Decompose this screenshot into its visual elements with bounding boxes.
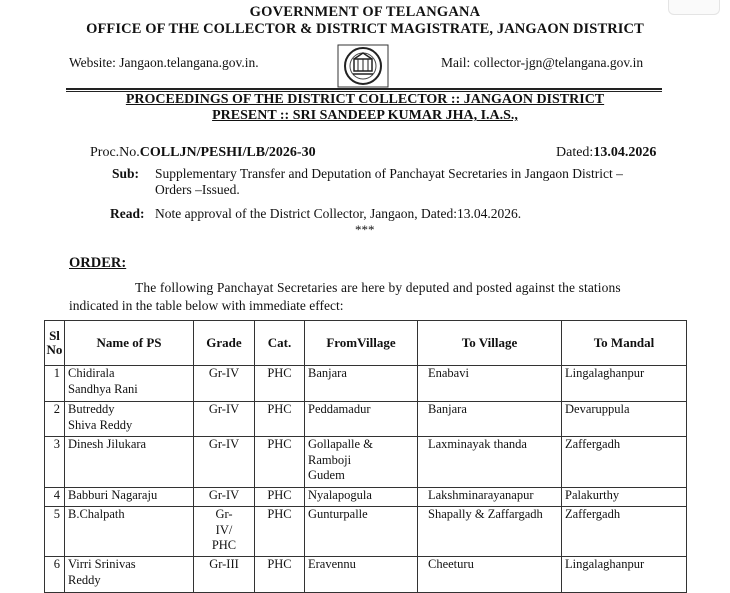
table-header-row	[45, 321, 687, 366]
cell-from-village: Eravennu	[305, 557, 418, 593]
col-header-name: Name of PS	[65, 321, 194, 366]
cell-name: Dinesh Jilukara	[65, 437, 194, 488]
header-divider-thick	[66, 88, 662, 90]
col-header-to-village: To Village	[418, 321, 562, 366]
cell-from-village: Peddamadur	[305, 402, 418, 437]
sub-text-line1: Supplementary Transfer and Deputation of Panchayat Secretaries in Jangaon District –	[155, 166, 623, 181]
separator-stars: ***	[355, 222, 375, 237]
cell-name: Butreddy Shiva Reddy	[65, 402, 194, 437]
proc-number-value: COLLJN/PESHI/LB/2026-30	[139, 145, 316, 160]
order-text-line1: The following Panchayat Secretaries are here by deputed and posted against the stations	[135, 280, 621, 295]
header-mail: Mail: collector-jgn@telangana.gov.in	[441, 55, 644, 70]
cell-sl: 1	[45, 366, 65, 402]
cell-to-mandal: Zaffergadh	[562, 437, 687, 488]
telangana-emblem	[337, 44, 389, 88]
cell-to-village: Laxminayak thanda	[418, 437, 562, 488]
read-text: Note approval of the District Collector, Jangaon, Dated:13.04.2026.	[155, 206, 522, 221]
col-header-from-village: FromVillage	[305, 321, 418, 366]
header-government: GOVERNMENT OF TELANGANA	[249, 4, 481, 20]
order-heading: ORDER:	[69, 255, 127, 271]
header-office: OFFICE OF THE COLLECTOR & DISTRICT MAGISTRATE, JANGAON DISTRICT	[86, 21, 644, 37]
cell-cat: PHC	[255, 402, 305, 437]
present-line: PRESENT :: SRI SANDEEP KUMAR JHA, I.A.S.,	[212, 108, 518, 123]
cell-to-village: Shapally & Zaffargadh	[418, 507, 562, 557]
col-header-grade: Grade	[194, 321, 255, 366]
read-label: Read:	[110, 206, 145, 221]
cell-from-village: Gunturpalle	[305, 507, 418, 557]
cell-cat: PHC	[255, 557, 305, 593]
cell-cat: PHC	[255, 366, 305, 402]
proc-date-label: Dated:	[556, 145, 594, 160]
cell-to-mandal: Devaruppula	[562, 402, 687, 437]
cell-name: Virri Srinivas Reddy	[65, 557, 194, 593]
cell-grade: Gr-IV	[194, 402, 255, 437]
proc-number-label: Proc.No.	[90, 145, 140, 160]
table-row	[45, 402, 687, 437]
table-row	[45, 557, 687, 593]
table-row	[45, 366, 687, 402]
cell-sl: 3	[45, 437, 65, 488]
proc-date-value: 13.04.2026	[593, 145, 657, 160]
cell-sl: 5	[45, 507, 65, 557]
proc-date	[556, 145, 656, 161]
cell-to-mandal: Lingalaghanpur	[562, 557, 687, 593]
cell-cat: PHC	[255, 488, 305, 507]
col-header-sl: Sl No	[45, 321, 65, 366]
cell-to-village: Enabavi	[418, 366, 562, 402]
cell-grade: Gr-III	[194, 557, 255, 593]
cell-to-village: Cheeturu	[418, 557, 562, 593]
cell-name: Chidirala Sandhya Rani	[65, 366, 194, 402]
col-header-cat: Cat.	[255, 321, 305, 366]
table-row	[45, 507, 687, 557]
cell-grade: Gr-IV	[194, 366, 255, 402]
sub-text-line2: Orders –Issued.	[155, 182, 240, 197]
cell-name: Babburi Nagaraju	[65, 488, 194, 507]
deputation-table	[44, 320, 687, 593]
cell-from-village: Banjara	[305, 366, 418, 402]
cell-grade: Gr- IV/ PHC	[194, 507, 255, 557]
cell-to-mandal: Zaffergadh	[562, 507, 687, 557]
cell-sl: 6	[45, 557, 65, 593]
col-header-to-mandal: To Mandal	[562, 321, 687, 366]
proceedings-title: PROCEEDINGS OF THE DISTRICT COLLECTOR :: JANGAON DISTRICT	[125, 92, 605, 107]
cell-cat: PHC	[255, 437, 305, 488]
sub-label: Sub:	[112, 166, 140, 181]
header-website: Website: Jangaon.telangana.gov.in.	[69, 55, 259, 70]
cell-name: B.Chalpath	[65, 507, 194, 557]
table-row	[45, 488, 687, 507]
cell-to-mandal: Palakurthy	[562, 488, 687, 507]
cell-to-village: Lakshminarayanapur	[418, 488, 562, 507]
cell-sl: 2	[45, 402, 65, 437]
cell-from-village: Gollapalle & Ramboji Gudem	[305, 437, 418, 488]
proc-number	[90, 145, 316, 161]
cell-from-village: Nyalapogula	[305, 488, 418, 507]
cell-grade: Gr-IV	[194, 437, 255, 488]
cell-grade: Gr-IV	[194, 488, 255, 507]
table-row	[45, 437, 687, 488]
cell-cat: PHC	[255, 507, 305, 557]
cell-sl: 4	[45, 488, 65, 507]
cell-to-mandal: Lingalaghanpur	[562, 366, 687, 402]
order-text-line2: indicated in the table below with immediate effect:	[69, 298, 344, 313]
cell-to-village: Banjara	[418, 402, 562, 437]
